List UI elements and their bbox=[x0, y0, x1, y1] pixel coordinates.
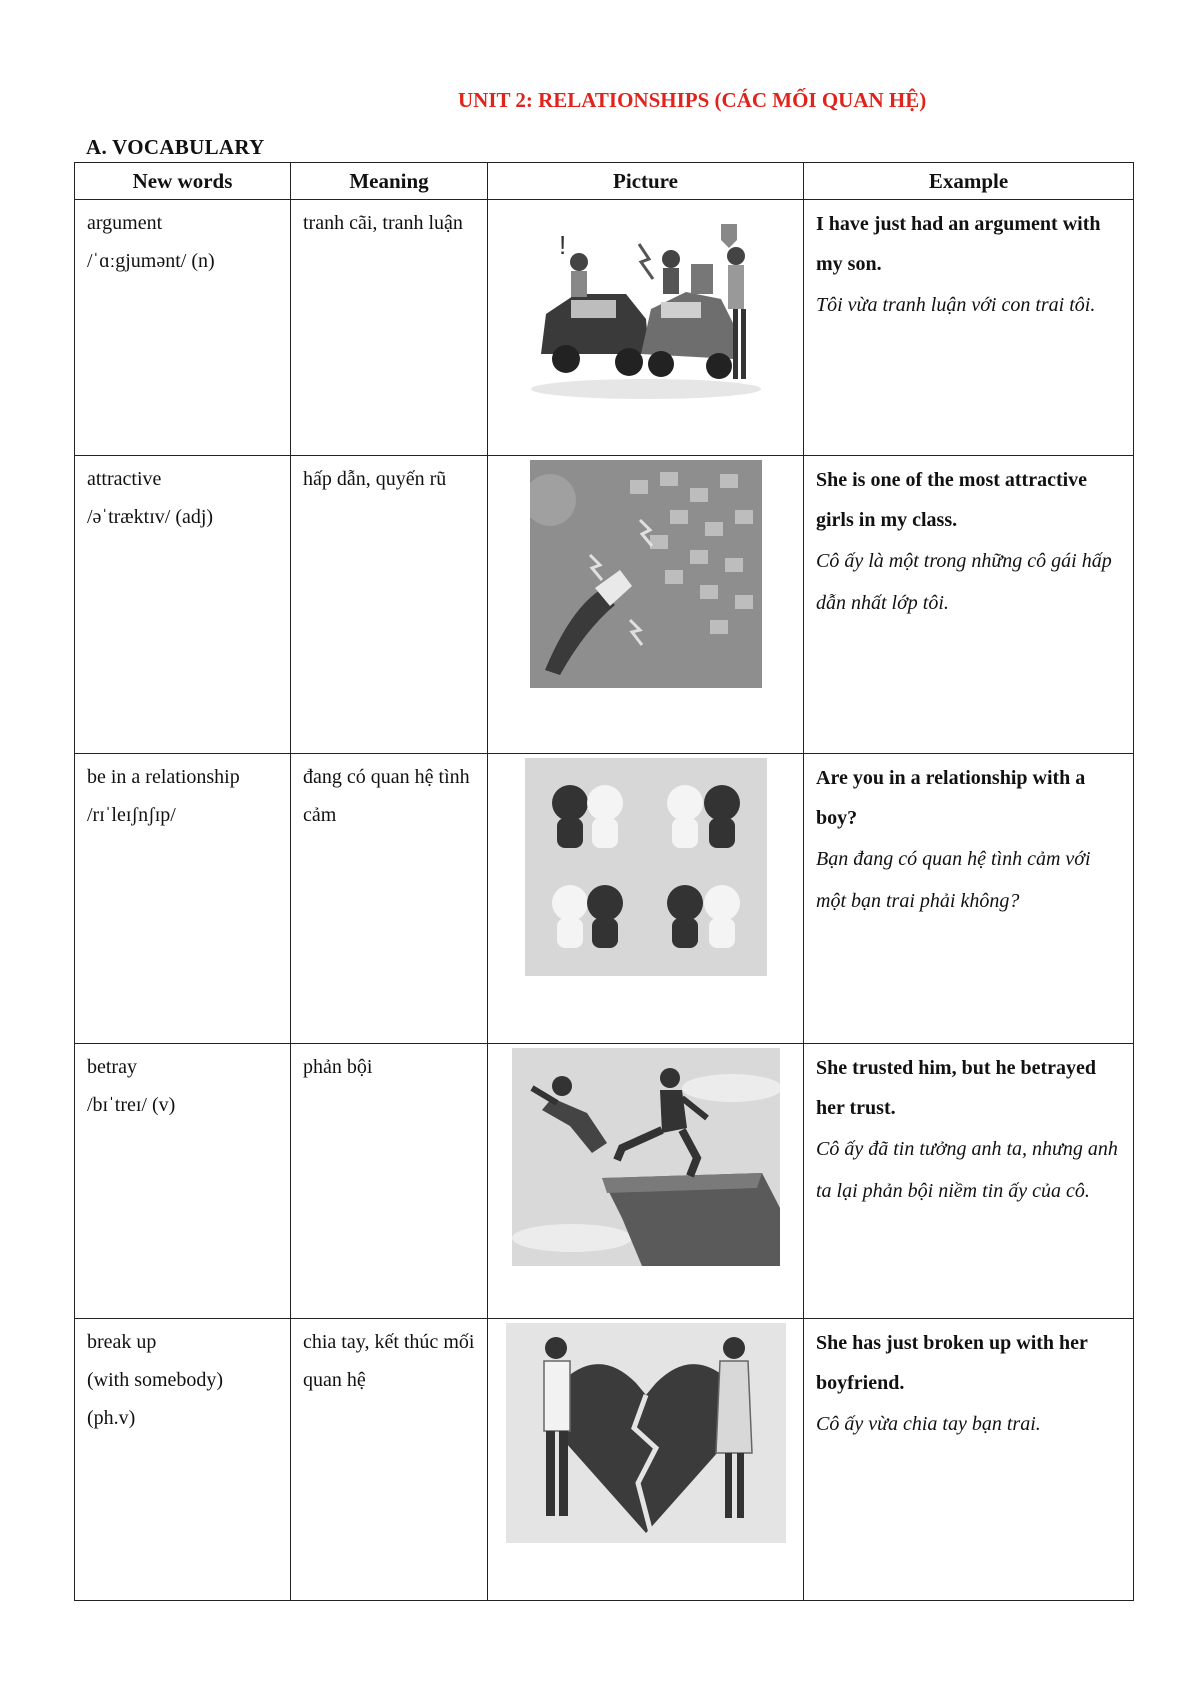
meaning-cell: chia tay, kết thúc mối quan hệ bbox=[291, 1319, 488, 1601]
section-heading: A. VOCABULARY bbox=[86, 135, 265, 159]
word-ipa: (ph.v) bbox=[87, 1407, 136, 1429]
table-row bbox=[75, 754, 1134, 1044]
word-text: break up bbox=[87, 1331, 157, 1353]
cat-couples-illustration-icon bbox=[525, 758, 767, 976]
example-english: Are you in a relationship with a boy? bbox=[816, 767, 1086, 829]
word-ipa: /bɪˈtreɪ/ (v) bbox=[87, 1094, 176, 1116]
table-row bbox=[75, 200, 1134, 456]
header-picture: Picture bbox=[488, 163, 804, 200]
example-vietnamese: Cô ấy vừa chia tay bạn trai. bbox=[816, 1413, 1041, 1435]
word-ipa: /rɪˈleɪʃnʃɪp/ bbox=[87, 804, 176, 826]
example-cell bbox=[804, 1044, 1134, 1319]
svg-text:!: ! bbox=[558, 230, 566, 260]
meaning-cell: đang có quan hệ tình cảm bbox=[291, 754, 488, 1044]
picture-cell bbox=[488, 754, 804, 1044]
header-new-words: New words bbox=[75, 163, 291, 200]
example-english: She is one of the most attractive girls in my class. bbox=[816, 469, 1088, 531]
example-vietnamese: Bạn đang có quan hệ tình cảm với một bạn trai phải không? bbox=[816, 848, 1091, 912]
word-ipa: /əˈtræktɪv/ (adj) bbox=[87, 506, 214, 528]
cliff-betrayal-illustration-icon bbox=[512, 1048, 780, 1266]
word-text: argument bbox=[87, 212, 163, 234]
vocabulary-table bbox=[74, 162, 1134, 1601]
picture-cell bbox=[488, 456, 804, 754]
picture-cell bbox=[488, 1044, 804, 1319]
meaning-cell: hấp dẫn, quyến rũ bbox=[291, 456, 488, 754]
word-cell bbox=[75, 456, 291, 754]
word-cell bbox=[75, 1044, 291, 1319]
word-cell bbox=[75, 200, 291, 456]
example-english: She trusted him, but he betrayed her trust. bbox=[816, 1057, 1097, 1119]
page-title: UNIT 2: RELATIONSHIPS (CÁC MỐI QUAN HỆ) bbox=[458, 88, 927, 112]
example-vietnamese: Cô ấy đã tin tưởng anh ta, nhưng anh ta lại phản bội niềm tin ấy của cô. bbox=[816, 1138, 1118, 1202]
header-meaning: Meaning bbox=[291, 163, 488, 200]
word-cell bbox=[75, 754, 291, 1044]
picture-cell bbox=[488, 1319, 804, 1601]
magnet-likes-illustration-icon bbox=[530, 460, 762, 688]
header-example: Example bbox=[804, 163, 1134, 200]
table-row bbox=[75, 1319, 1134, 1601]
table-header-row bbox=[75, 163, 1134, 200]
car-argument-illustration-icon bbox=[521, 204, 771, 404]
example-cell bbox=[804, 754, 1134, 1044]
example-vietnamese: Cô ấy là một trong những cô gái hấp dẫn nhất lớp tôi. bbox=[816, 550, 1112, 614]
meaning-cell: tranh cãi, tranh luận bbox=[291, 200, 488, 456]
word-text: be in a relationship bbox=[87, 766, 240, 788]
word-cell bbox=[75, 1319, 291, 1601]
table-row bbox=[75, 456, 1134, 754]
table-row bbox=[75, 1044, 1134, 1319]
word-text: betray bbox=[87, 1056, 137, 1078]
example-cell bbox=[804, 1319, 1134, 1601]
example-vietnamese: Tôi vừa tranh luận với con trai tôi. bbox=[816, 294, 1096, 316]
example-english: She has just broken up with her boyfriend. bbox=[816, 1332, 1088, 1394]
example-cell bbox=[804, 200, 1134, 456]
word-phrase-part: (with somebody) bbox=[87, 1369, 224, 1391]
picture-cell bbox=[488, 200, 804, 456]
word-ipa: /ˈɑːgjumənt/ (n) bbox=[87, 250, 215, 272]
word-text: attractive bbox=[87, 468, 162, 490]
example-english: I have just had an argument with my son. bbox=[816, 213, 1101, 275]
example-cell bbox=[804, 456, 1134, 754]
broken-heart-illustration-icon bbox=[506, 1323, 786, 1543]
meaning-cell: phản bội bbox=[291, 1044, 488, 1319]
